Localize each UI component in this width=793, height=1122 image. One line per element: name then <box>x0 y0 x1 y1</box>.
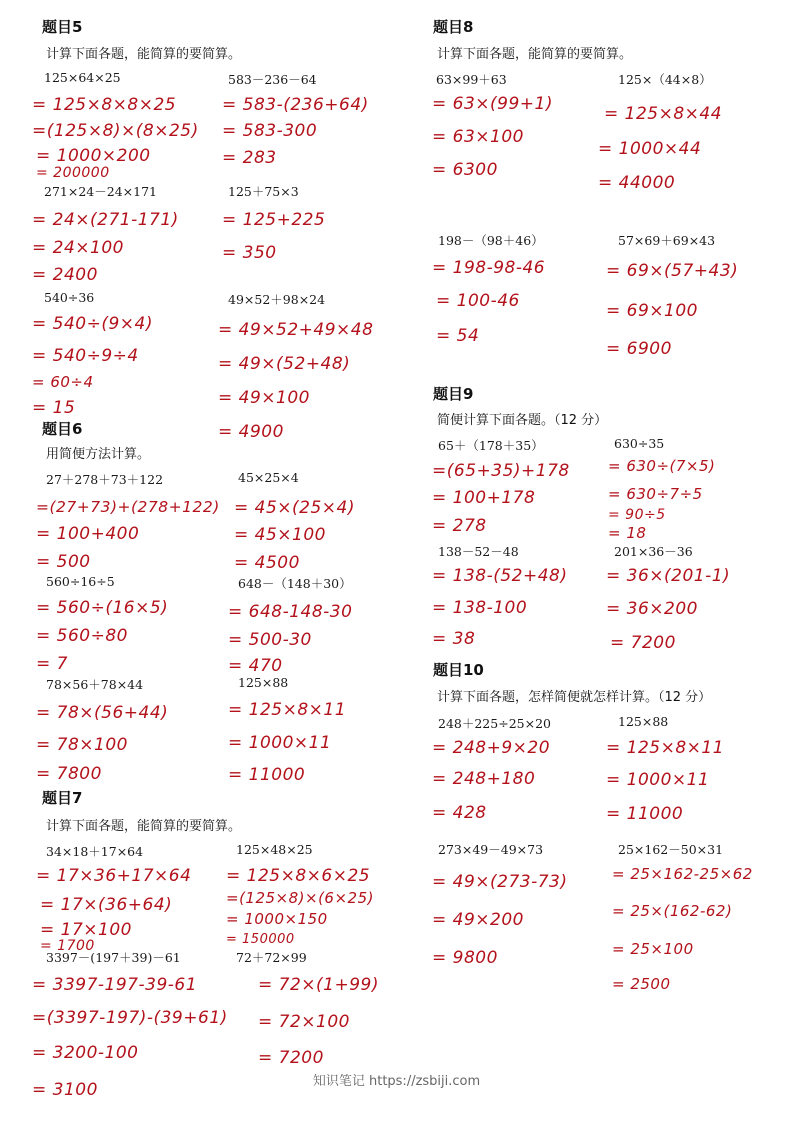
answer-step: = 583-300 <box>222 121 318 141</box>
answer-step: = 1700 <box>40 938 95 954</box>
answer-step: = 100-46 <box>436 291 520 311</box>
answer-step: = 49×52+49×48 <box>218 320 374 340</box>
problem: 72＋72×99 <box>236 950 307 965</box>
answer-step: = 2400 <box>32 265 98 285</box>
answer-step: = 49×200 <box>432 910 524 930</box>
answer-step: = 350 <box>222 243 277 263</box>
answer-step: = 630÷7÷5 <box>608 485 703 503</box>
answer-step: = 17×(36+64) <box>40 895 173 915</box>
problem: 125×88 <box>238 675 289 690</box>
answer-step: = 583-(236+64) <box>222 95 369 115</box>
section-instruction: 计算下面各题，怎样简便就怎样计算。（12 分） <box>437 690 712 705</box>
answer-step: = 150000 <box>226 932 295 947</box>
answer-step: = 500-30 <box>228 630 312 650</box>
answer-step: = 248+180 <box>432 769 536 789</box>
problem: 198－（98＋46） <box>438 233 544 248</box>
answer-step: = 24×100 <box>32 238 124 258</box>
answer-step: =(27+73)+(278+122) <box>36 498 220 516</box>
answer-step: = 17×100 <box>40 920 132 940</box>
answer-step: = 630÷(7×5) <box>608 457 716 475</box>
answer-step: = 49×(273-73) <box>432 872 568 892</box>
section-instruction: 计算下面各题，能简算的要简算。 <box>437 47 633 62</box>
answer-step: = 15 <box>32 398 76 418</box>
footer-watermark: 知识笔记 https://zsbiji.com <box>312 1074 481 1089</box>
problem: 125×48×25 <box>236 842 313 857</box>
section-title: 题目9 <box>433 385 474 403</box>
section-instruction: 简便计算下面各题。（12 分） <box>437 413 608 428</box>
answer-step: = 63×(99+1) <box>432 94 553 114</box>
problem: 27＋278＋73＋122 <box>46 472 164 487</box>
answer-step: = 45×100 <box>234 525 326 545</box>
answer-step: = 60÷4 <box>32 373 94 391</box>
answer-step: = 283 <box>222 148 277 168</box>
answer-step: = 200000 <box>36 165 110 181</box>
problem: 583－236－64 <box>228 72 317 87</box>
answer-step: = 25×100 <box>612 940 694 958</box>
answer-step: = 25×(162-62) <box>612 902 733 920</box>
answer-step: = 6300 <box>432 160 498 180</box>
answer-step: = 125×8×44 <box>604 104 723 124</box>
answer-step: = 17×36+17×64 <box>36 866 192 886</box>
answer-step: = 138-(52+48) <box>432 566 568 586</box>
answer-step: = 11000 <box>606 804 684 824</box>
answer-step: = 125×8×11 <box>228 700 347 720</box>
answer-step: = 4500 <box>234 553 300 573</box>
answer-step: = 125×8×8×25 <box>32 95 177 115</box>
answer-step: = 6900 <box>606 339 672 359</box>
answer-step: = 4900 <box>218 422 284 442</box>
answer-step: = 540÷9÷4 <box>32 346 139 366</box>
answer-step: = 49×(52+48) <box>218 354 351 374</box>
answer-step: = 560÷80 <box>36 626 128 646</box>
answer-step: = 1000×11 <box>606 770 710 790</box>
problem: 125×（44×8） <box>618 72 712 87</box>
answer-step: = 470 <box>228 656 283 676</box>
answer-step: = 1000×44 <box>598 139 702 159</box>
answer-step: = 138-100 <box>432 598 528 618</box>
answer-step: = 11000 <box>228 765 306 785</box>
answer-step: = 9800 <box>432 948 498 968</box>
answer-step: = 7200 <box>258 1048 324 1068</box>
problem: 201×36－36 <box>614 544 693 559</box>
answer-step: =(125×8)×(6×25) <box>226 889 374 907</box>
answer-step: = 7800 <box>36 764 102 784</box>
problem: 45×25×4 <box>238 470 299 485</box>
answer-step: = 72×(1+99) <box>258 975 379 995</box>
problem: 271×24－24×171 <box>44 184 157 199</box>
answer-step: = 100+400 <box>36 524 140 544</box>
answer-step: = 36×(201-1) <box>606 566 731 586</box>
problem: 3397－(197＋39)－61 <box>46 950 181 965</box>
answer-step: = 125×8×6×25 <box>226 866 371 886</box>
problem: 648－（148＋30） <box>238 576 352 591</box>
section-instruction: 计算下面各题，能简算的要简算。 <box>46 47 242 62</box>
answer-step: = 7 <box>36 654 68 674</box>
problem: 49×52＋98×24 <box>228 292 326 307</box>
answer-step: = 428 <box>432 803 487 823</box>
answer-step: = 2500 <box>612 975 671 993</box>
answer-step: = 648-148-30 <box>228 602 353 622</box>
problem: 78×56＋78×44 <box>46 677 144 692</box>
answer-step: = 1000×11 <box>228 733 332 753</box>
problem: 125＋75×3 <box>228 184 299 199</box>
answer-step: =(125×8)×(8×25) <box>32 121 199 141</box>
answer-step: = 125+225 <box>222 210 326 230</box>
problem: 25×162－50×31 <box>618 842 724 857</box>
answer-step: = 45×(25×4) <box>234 498 355 518</box>
answer-step: = 560÷(16×5) <box>36 598 169 618</box>
answer-step: = 49×100 <box>218 388 310 408</box>
problem: 125×64×25 <box>44 70 121 85</box>
answer-step: =(3397-197)-(39+61) <box>32 1008 228 1028</box>
answer-step: = 54 <box>436 326 480 346</box>
answer-step: = 36×200 <box>606 599 698 619</box>
answer-step: = 69×100 <box>606 301 698 321</box>
problem: 34×18＋17×64 <box>46 844 144 859</box>
answer-step: = 1000×150 <box>226 910 328 928</box>
answer-step: = 63×100 <box>432 127 524 147</box>
answer-step: = 198-98-46 <box>432 258 546 278</box>
problem: 138－52－48 <box>438 544 519 559</box>
answer-step: = 44000 <box>598 173 676 193</box>
answer-step: = 3397-197-39-61 <box>32 975 198 995</box>
section-title: 题目5 <box>42 18 83 36</box>
answer-step: = 7200 <box>610 633 676 653</box>
section-title: 题目6 <box>42 420 83 438</box>
answer-step: = 248+9×20 <box>432 738 551 758</box>
answer-step: = 3200-100 <box>32 1043 139 1063</box>
problem: 540÷36 <box>44 290 95 305</box>
answer-step: = 69×(57+43) <box>606 261 739 281</box>
problem: 125×88 <box>618 714 669 729</box>
answer-step: = 90÷5 <box>608 507 666 523</box>
problem: 560÷16÷5 <box>46 574 115 589</box>
answer-step: = 278 <box>432 516 487 536</box>
answer-step: = 78×(56+44) <box>36 703 169 723</box>
answer-step: = 125×8×11 <box>606 738 725 758</box>
problem: 63×99＋63 <box>436 72 507 87</box>
section-instruction: 计算下面各题，能简算的要简算。 <box>46 819 242 834</box>
answer-step: = 3100 <box>32 1080 98 1100</box>
answer-step: = 100+178 <box>432 488 536 508</box>
answer-step: =(65+35)+178 <box>432 461 570 481</box>
answer-step: = 500 <box>36 552 91 572</box>
section-title: 题目7 <box>42 789 83 807</box>
problem: 273×49－49×73 <box>438 842 544 857</box>
answer-step: = 24×(271-171) <box>32 210 179 230</box>
answer-step: = 540÷(9×4) <box>32 314 153 334</box>
section-title: 题目10 <box>433 661 484 679</box>
answer-step: = 72×100 <box>258 1012 350 1032</box>
answer-step: = 18 <box>608 524 647 542</box>
answer-step: = 1000×200 <box>36 146 151 166</box>
section-instruction: 用简便方法计算。 <box>46 447 151 462</box>
answer-step: = 38 <box>432 629 476 649</box>
problem: 65＋（178＋35） <box>438 438 544 453</box>
problem: 630÷35 <box>614 436 665 451</box>
problem: 248＋225÷25×20 <box>438 716 551 731</box>
problem: 57×69＋69×43 <box>618 233 716 248</box>
section-title: 题目8 <box>433 18 474 36</box>
answer-step: = 25×162-25×62 <box>612 865 753 883</box>
answer-step: = 78×100 <box>36 735 128 755</box>
